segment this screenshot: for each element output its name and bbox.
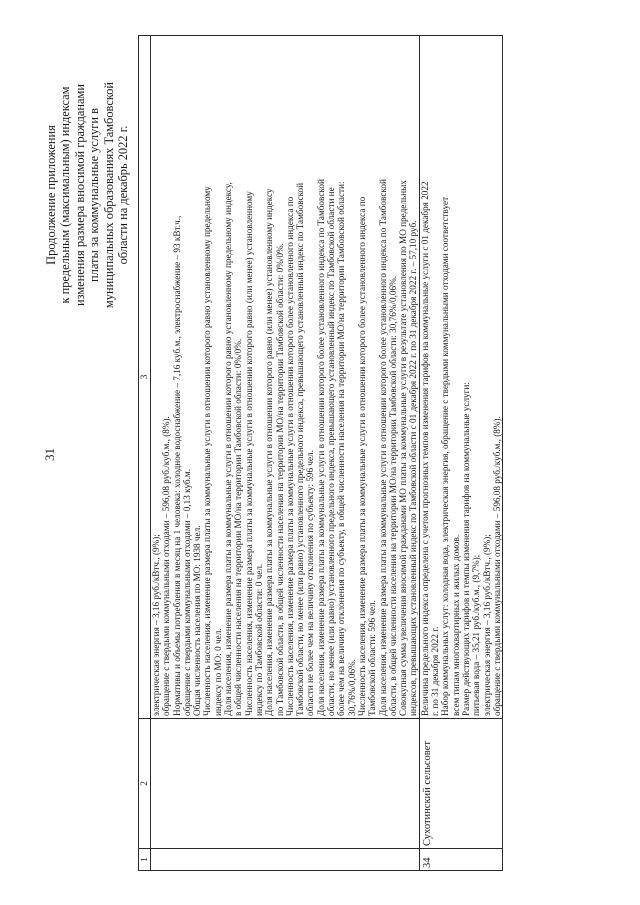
header-line: к предельным (максимальным) индексам — [58, 86, 73, 304]
text-line: по Тамбовской области, в общей численности населения на территории МО/на территории Тамбовской области: 0%/0%. — [274, 243, 285, 716]
text-line: электрическая энергия – 3,16 руб./кВтч., (9%); — [151, 534, 161, 716]
text-line: Численность населения, изменение размера платы за коммунальные услуги в отношении которого более установленного индекса по — [284, 196, 295, 716]
text-line: 30,76%/0,06%. — [346, 659, 357, 716]
row-number: 34 — [419, 849, 502, 871]
municipality-name — [151, 719, 420, 849]
text-line: питьевая вода – 35,21 руб./куб.м., (9,7%); — [471, 554, 482, 716]
text-line: индексу по Тамбовской области: 0 чел. — [253, 563, 264, 716]
row-number — [151, 849, 420, 871]
column-number-row — [139, 36, 151, 871]
text-line: Совокупная сумма увеличения вносимой гражданами МО платы за коммунальные услуги в результате установления по МО предельных — [398, 180, 409, 716]
text-line: обращение с твердыми коммунальными отходами – 0,13 куб.м. — [181, 469, 192, 716]
header-line: изменения размера вносимой гражданами — [72, 83, 87, 307]
text-line: Доля населения, изменение размера платы за коммунальные услуги в отношении которого равно установленному предельному индексу, — [223, 182, 234, 716]
text-line: Численность населения, изменение размера платы за коммунальные услуги в отношении которого равно установленному предельному — [202, 186, 213, 716]
header-line: области на декабрь 2022 г. — [116, 125, 131, 265]
column-number: 3 — [139, 36, 151, 719]
text-line: обращение с твердыми коммунальными отходами – 596,08 руб./куб.м., (8%). — [161, 416, 172, 716]
text-line: области, но менее (или равно) установленного предельного индекса, превышающего установленный индекс по Тамбовской области не — [326, 187, 337, 716]
header-line: платы за коммунальные услуги в — [87, 108, 102, 282]
text-line: Численность населения, изменение размера платы за коммунальные услуги в отношении которого более установленного индекса по — [356, 196, 367, 716]
text-line: Доля населения, изменение размера платы за коммунальные услуги в отношении которого более установленного индекса по Тамбовской — [315, 179, 326, 716]
text-line: Общая численность населения по МО: 1938 чел. — [192, 525, 203, 716]
text-line: индексу по МО: 0 чел. — [212, 628, 223, 716]
municipality-name: Сухотинский сельсовет — [419, 719, 502, 849]
text-line: Тамбовской области: 596 чел. — [367, 600, 378, 716]
text-line: области не более чем на величину отклонения по субъекту: 596 чел. — [305, 449, 316, 716]
text-line: Нормативы и объемы потребления в месяц на 1 человека: холодное водоснабжение – 7,16 куб.м., электроснабжение – 93 кВт.ч., — [171, 215, 182, 716]
row-details — [419, 36, 502, 719]
appendix-header — [44, 45, 130, 345]
text-line: электрическая энергия – 3,16 руб./кВтч., (9%); — [481, 534, 492, 716]
row-details — [151, 36, 420, 719]
text-line: всем типам многоквартирных и жилых домов. — [450, 534, 461, 716]
text-line: более чем на величину отклонения по субъекту, в общей численности населения на территории МО/на территории Тамбовской области: — [336, 181, 347, 716]
indices-table — [138, 35, 503, 871]
text-line: г. по 31 декабря 2022 г. — [430, 626, 441, 716]
page-number: 31 — [42, 448, 57, 461]
text-line: Набор коммунальных услуг: холодная вода, электрическая энергия, обращение с твердыми коммунальными отходами соответствует — [440, 196, 451, 716]
table-row — [419, 36, 502, 871]
text-line: Тамбовской области, но менее (или равно) установленного предельного индекса, превышающего установленный индекс по Тамбовской — [295, 182, 306, 716]
column-number: 2 — [139, 719, 151, 849]
text-line: Доля населения, изменение размера платы за коммунальные услуги в отношении которого равно (или менее) установленному индексу — [264, 188, 275, 716]
text-line: индексов, превышающих установленный индекс по Тамбовской области с 01 декабря 2022 г. по 31 декабря 2022 г. – 57,10 руб. — [408, 220, 419, 716]
text-line: Доля населения, изменение размера платы за коммунальные услуги в отношении которого более установленного индекса по Тамбовской — [377, 179, 388, 716]
header-line: муниципальных образованиях Тамбовской — [101, 81, 116, 309]
column-number: 1 — [139, 849, 151, 871]
text-line: Величина предельного индекса определена с учетом прогнозных темпов изменения тарифов на коммунальные услуги с 01 декабря 2022 — [419, 181, 430, 716]
text-line: Размер действующих тарифов и темпы изменения тарифов на коммунальные услуги: — [460, 382, 471, 716]
text-line: в общей численности населения на территории МО/на территории Тамбовской области: 0%/0%. — [233, 338, 244, 716]
text-line: области, в общей численности населения на территории МО/на территории Тамбовской области: 30,76%/0,06%. — [387, 275, 398, 716]
text-line: обращение с твердыми коммунальными отходами – 596,08 руб./куб.м., (8%). — [491, 416, 502, 716]
header-line: Продолжение приложения — [44, 125, 58, 265]
table-row — [151, 36, 420, 871]
text-line: Численность населения, изменение размера платы за коммунальные услуги в отношении которого равно (или менее) установленному — [243, 191, 254, 716]
